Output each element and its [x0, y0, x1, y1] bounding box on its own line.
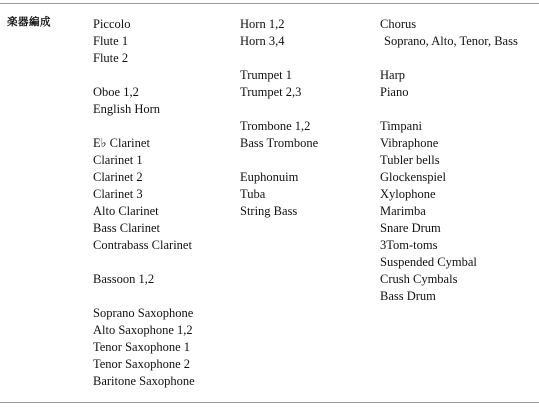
instrument-item: Contrabass Clarinet	[93, 238, 192, 252]
instrument-item: Timpani	[380, 119, 422, 133]
instrument-item: Piano	[380, 85, 409, 99]
spacer	[240, 152, 318, 169]
instrument-item: Clarinet 3	[93, 187, 143, 201]
instrument-item: Flute 1	[93, 34, 129, 48]
spacer	[240, 101, 318, 118]
spacer	[240, 50, 318, 67]
instrument-item: English Horn	[93, 102, 161, 116]
instrument-item: Horn 1,2	[240, 17, 285, 31]
instrument-item: Tenor Saxophone 2	[93, 357, 191, 371]
instrument-item: E♭ Clarinet	[93, 136, 150, 150]
instrument-item: Clarinet 2	[93, 170, 143, 184]
spacer	[93, 288, 195, 305]
instrument-item: Crush Cymbals	[380, 272, 458, 286]
spacer	[93, 254, 195, 271]
top-rule	[0, 3, 539, 4]
instrument-item: Trumpet 2,3	[240, 85, 302, 99]
spacer	[380, 50, 518, 67]
instrument-item: Piccolo	[93, 17, 131, 31]
instrument-item: Tuba	[240, 187, 266, 201]
instrument-item: Bass Trombone	[240, 136, 319, 150]
instrument-column-percussion	[380, 16, 518, 305]
instrument-item: Tubler bells	[380, 153, 440, 167]
section-label: 楽器編成	[7, 16, 51, 28]
instrument-item: Baritone Saxophone	[93, 374, 195, 388]
instrument-item: Flute 2	[93, 51, 129, 65]
instrument-item: Euphonuim	[240, 170, 299, 184]
instrument-item: Bass Clarinet	[93, 221, 161, 235]
instrument-item: Oboe 1,2	[93, 85, 139, 99]
instrument-item: Snare Drum	[380, 221, 441, 235]
instrument-item: Trombone 1,2	[240, 119, 311, 133]
instrument-item: Glockenspiel	[380, 170, 446, 184]
instrument-item: Clarinet 1	[93, 153, 143, 167]
instrument-item: Bass Drum	[380, 289, 436, 303]
instrument-item: Horn 3,4	[240, 34, 285, 48]
instrument-item: Soprano Saxophone	[93, 306, 194, 320]
bottom-rule	[0, 402, 539, 403]
instrument-item: Xylophone	[380, 187, 436, 201]
instrument-item: 3Tom-toms	[380, 238, 438, 252]
instrument-column-woodwinds	[93, 16, 195, 390]
instrument-item: Chorus	[380, 17, 417, 31]
instrument-item: Vibraphone	[380, 136, 439, 150]
spacer	[380, 101, 518, 118]
spacer	[93, 67, 195, 84]
instrument-item: Suspended Cymbal	[380, 255, 477, 269]
instrument-item: String Bass	[240, 204, 298, 218]
instrument-item: Marimba	[380, 204, 426, 218]
instrument-item: Alto Saxophone 1,2	[93, 323, 193, 337]
instrument-column-brass	[240, 16, 318, 220]
instrument-item: Trumpet 1	[240, 68, 292, 82]
instrument-item: Harp	[380, 68, 405, 82]
spacer	[93, 118, 195, 135]
instrument-item: Bassoon 1,2	[93, 272, 155, 286]
instrument-item: Alto Clarinet	[93, 204, 159, 218]
instrument-item: Tenor Saxophone 1	[93, 340, 191, 354]
instrument-item: Soprano, Alto, Tenor, Bass	[384, 34, 518, 48]
